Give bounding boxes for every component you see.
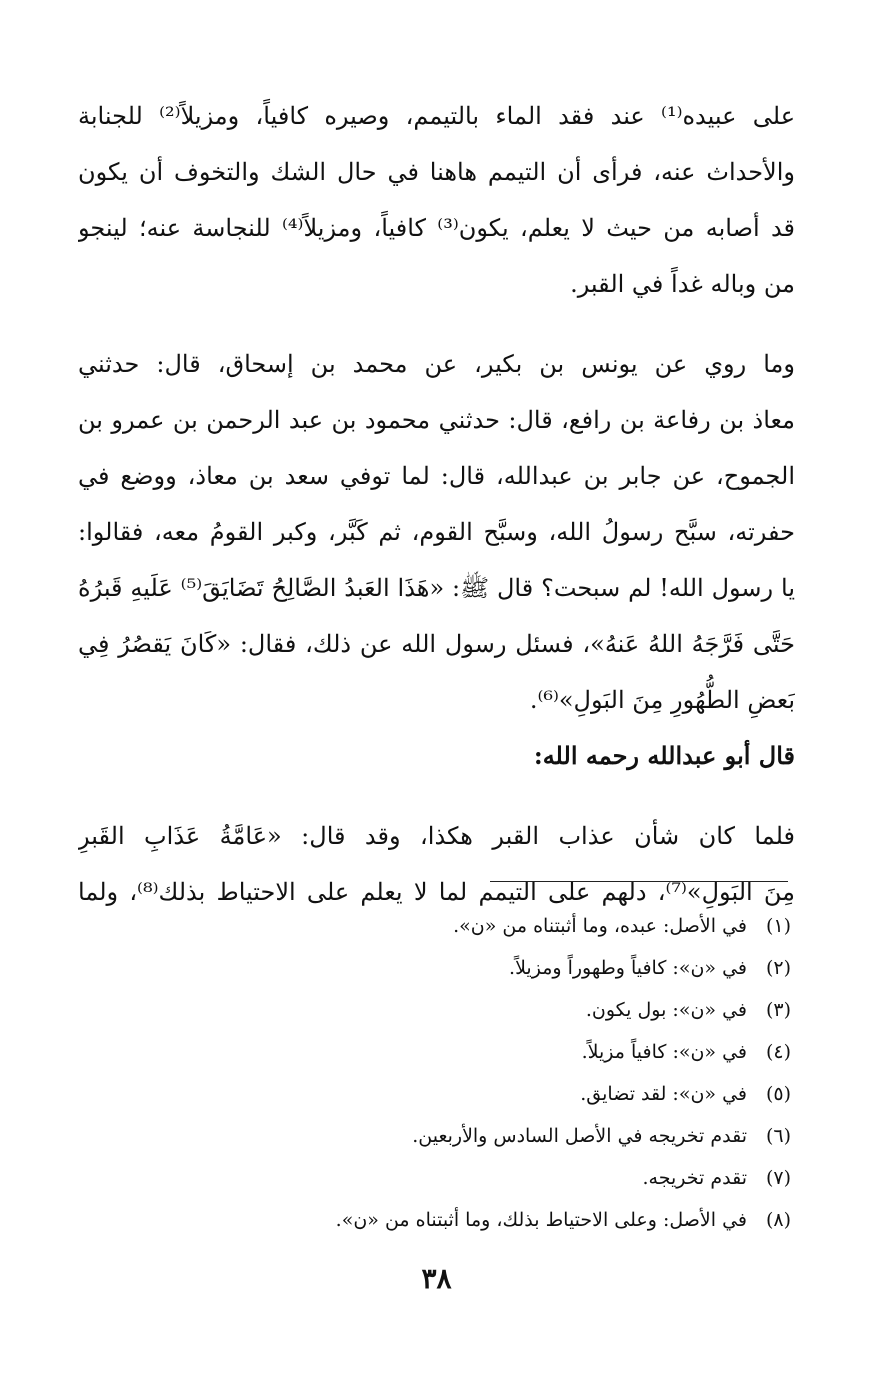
footnote-text: تقدم تخريجه. [642,1167,747,1189]
footnote-item [120,905,791,947]
footnote-number: (٦) [765,1125,791,1147]
text-line: من وباله غداً في القبر. [570,270,795,298]
footnote-number: (١) [765,915,791,937]
footnote-text: في «ن»: لقد تضايق. [580,1083,747,1105]
footnote-number: (٣) [765,999,791,1021]
footnote-number: (٧) [765,1167,791,1189]
footnote-number: (٥) [765,1083,791,1105]
paragraph-3 [78,808,795,920]
footnote-item [120,947,791,989]
page-number: ٣٨ [421,1262,452,1295]
text-line: فلما كان شأن عذاب القبر هكذا، وقد قال: «عَامَّةُ عَذَابِ القَبرِ [78,822,795,850]
footnotes [120,905,791,1241]
footnote-text: في «ن»: كافياً مزيلاً. [581,1041,747,1063]
footnote-text: في «ن»: بول يكون. [585,999,747,1021]
text-line: حفرته، سبَّح رسولُ الله، وسبَّح القوم، ثم كَبَّر، وكبر القومُ معه، فقالوا: [78,518,795,546]
footnote-text: في الأصل: وعلى الاحتياط بذلك، وما أثبتناه من «ن». [335,1209,747,1231]
text-line: على عبيده⁽¹⁾ عند فقد الماء بالتيمم، وصيره كافياً، ومزيلاً⁽²⁾ للجنابة [78,102,795,130]
footnote-text: في الأصل: عبده، وما أثبتناه من «ن». [453,915,747,937]
footnote-number: (٨) [765,1209,791,1231]
text-line: الجموح، عن جابر بن عبدالله، قال: لما توفي سعد بن معاذ، ووضع في [78,462,795,490]
footnote-number: (٤) [765,1041,791,1063]
paragraph-1 [78,88,795,312]
text-line: وما روي عن يونس بن بكير، عن محمد بن إسحاق، قال: حدثني [78,350,795,378]
footnote-divider [490,881,788,882]
text-line: بَعضِ الطُّهُورِ مِنَ البَولِ»⁽⁶⁾. [529,686,795,714]
text-line: يا رسول الله! لم سبحت؟ قال ﷺ: «هَذَا العَبدُ الصَّالِحُ تَضَايَقَ⁽⁵⁾ عَلَيهِ قَبرُهُ [78,574,795,602]
footnote-item [120,989,791,1031]
footnote-text: في «ن»: كافياً وطهوراً ومزيلاً. [509,957,747,979]
footnote-item [120,1115,791,1157]
text-line: حَتَّى فَرَّجَهُ اللهُ عَنهُ»، فسئل رسول الله عن ذلك، فقال: «كَانَ يَقصُرُ فِي [78,630,795,658]
footnote-number: (٢) [765,957,791,979]
text-line: قد أصابه من حيث لا يعلم، يكون⁽³⁾ كافياً، ومزيلاً⁽⁴⁾ للنجاسة عنه؛ لينجو [78,214,795,242]
main-text [78,88,795,920]
section-heading: قال أبو عبدالله رحمه الله: [533,741,795,770]
text-line: والأحداث عنه، فرأى أن التيمم هاهنا في حال الشك والتخوف أن يكون [78,158,795,186]
footnote-item [120,1073,791,1115]
footnote-item [120,1157,791,1199]
text-line: معاذ بن رفاعة بن رافع، قال: حدثني محمود بن عبد الرحمن بن عمرو بن [78,406,795,434]
text-line: مِنَ البَولِ»⁽⁷⁾، دلهم على التيمم لما لا يعلم على الاحتياط بذلك⁽⁸⁾، ولما [78,878,795,906]
paragraph-2 [78,336,795,728]
footnote-item [120,1199,791,1241]
footnote-text: تقدم تخريجه في الأصل السادس والأربعين. [412,1125,747,1147]
footnote-item [120,1031,791,1073]
